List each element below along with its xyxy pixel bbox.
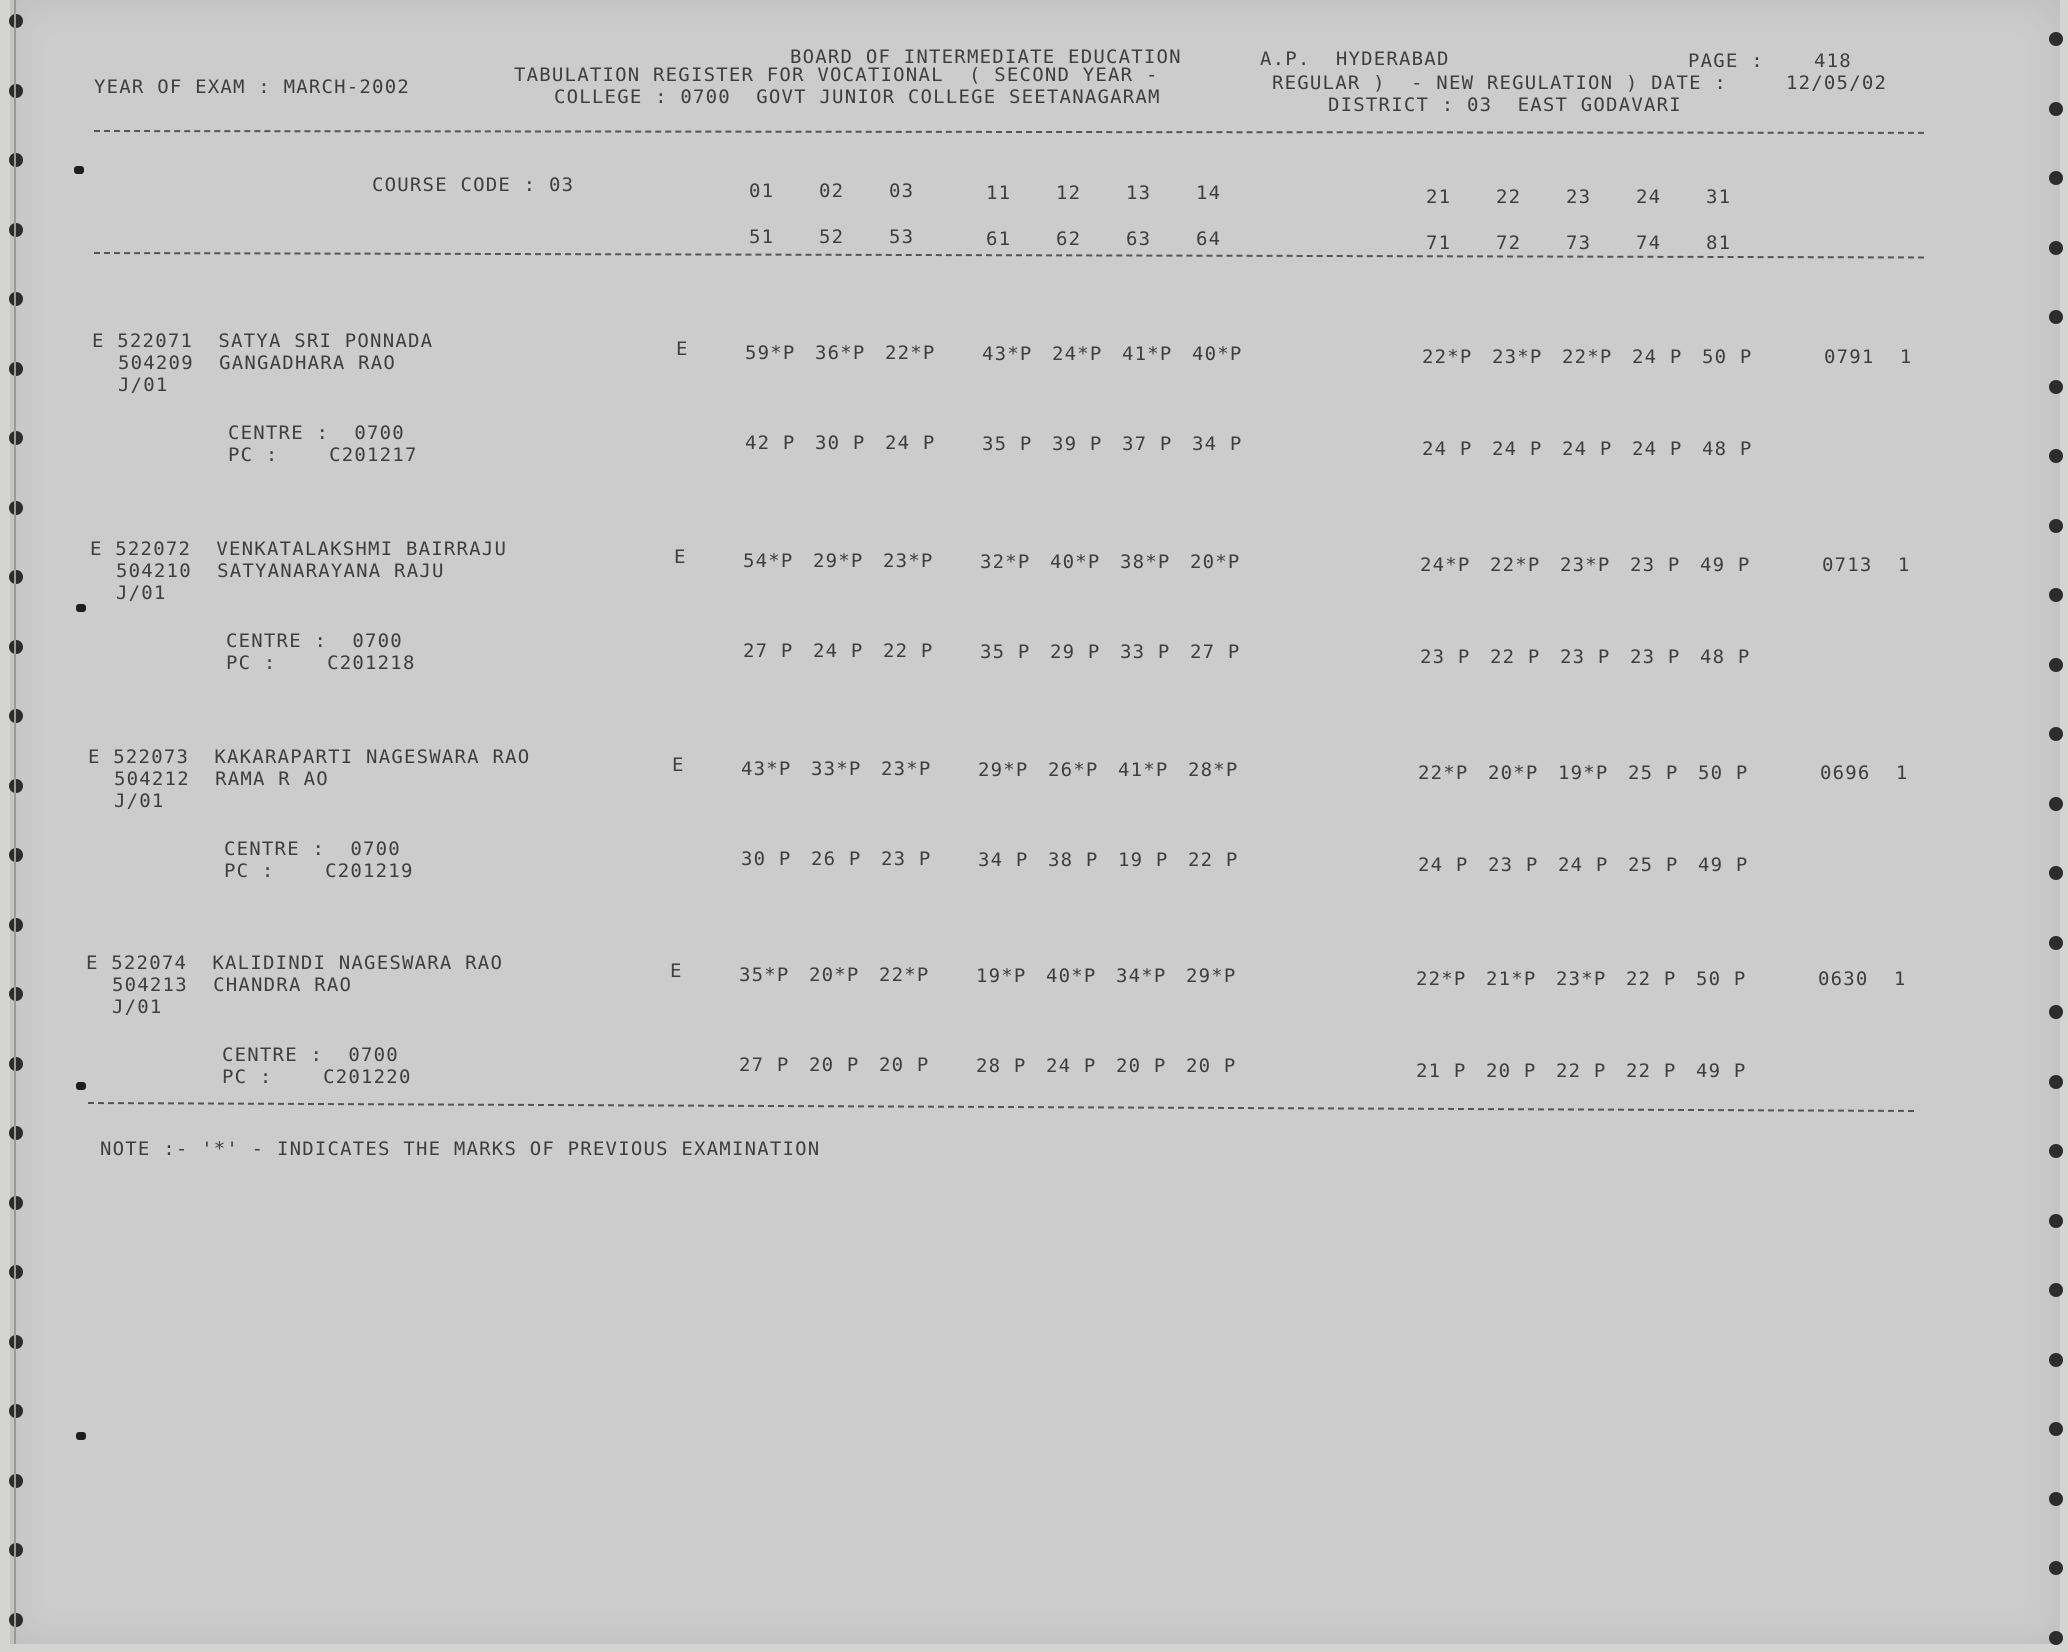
mark-cell: 49 P bbox=[1700, 554, 1751, 576]
course-code-header: 14 bbox=[1196, 182, 1222, 204]
mark-cell: 48 P bbox=[1700, 646, 1751, 668]
student-id-name: E 522073 KAKARAPARTI NAGESWARA RAO bbox=[88, 746, 531, 768]
tractor-hole bbox=[2049, 866, 2063, 880]
student-centre: CENTRE : 0700 bbox=[224, 838, 401, 860]
mark-cell: 24 P bbox=[1418, 854, 1469, 876]
mark-cell: 34 P bbox=[978, 849, 1029, 871]
tractor-hole bbox=[2049, 658, 2063, 672]
course-code-header: 22 bbox=[1496, 186, 1522, 208]
mark-cell: 49 P bbox=[1696, 1060, 1747, 1082]
tractor-hole bbox=[9, 779, 23, 793]
tractor-hole bbox=[9, 640, 23, 654]
tractor-hole bbox=[9, 501, 23, 515]
mark-cell: 23*P bbox=[1556, 968, 1607, 990]
tractor-hole bbox=[2049, 519, 2063, 533]
tabulation-sheet bbox=[10, 0, 2060, 1644]
tractor-hole bbox=[9, 1474, 23, 1488]
mark-cell: 34 P bbox=[1192, 433, 1243, 455]
mark-cell: 34*P bbox=[1116, 965, 1167, 987]
mark-cell: 40*P bbox=[1050, 551, 1101, 573]
student-pc: PC : C201217 bbox=[228, 444, 418, 466]
mark-cell: 38*P bbox=[1120, 551, 1171, 573]
mark-cell: 19*P bbox=[976, 965, 1027, 987]
ink-smudge bbox=[76, 1082, 86, 1090]
mark-cell: 24 P bbox=[1492, 438, 1543, 460]
tractor-hole bbox=[2049, 1561, 2063, 1575]
course-code-header: 63 bbox=[1126, 228, 1152, 250]
mark-cell: 19*P bbox=[1558, 762, 1609, 784]
mark-cell: 41*P bbox=[1118, 759, 1169, 781]
regulation-info: REGULAR ) - NEW REGULATION ) DATE : bbox=[1272, 72, 1728, 94]
tractor-hole bbox=[9, 1196, 23, 1210]
college-info: COLLEGE : 0700 GOVT JUNIOR COLLEGE SEETANAGARAM bbox=[554, 86, 1161, 108]
student-reg-parent: 504213 CHANDRA RAO bbox=[112, 974, 353, 996]
mark-cell: 19 P bbox=[1118, 849, 1169, 871]
tractor-hole bbox=[2049, 1144, 2063, 1158]
mark-cell: 22 P bbox=[1626, 1060, 1677, 1082]
course-code-label: COURSE CODE : 03 bbox=[372, 174, 575, 196]
mark-cell: 22*P bbox=[1416, 968, 1467, 990]
course-code-header: 81 bbox=[1706, 232, 1732, 254]
mark-cell: 22*P bbox=[1418, 762, 1469, 784]
mark-cell: 49 P bbox=[1698, 854, 1749, 876]
mark-cell: 24*P bbox=[1420, 554, 1471, 576]
tractor-hole bbox=[9, 1057, 23, 1071]
mark-cell: 29*P bbox=[978, 759, 1029, 781]
student-group: J/01 bbox=[114, 790, 165, 812]
mark-cell: 40*P bbox=[1046, 965, 1097, 987]
mark-cell: 23*P bbox=[1492, 346, 1543, 368]
mark-cell: 29*P bbox=[1186, 965, 1237, 987]
course-code-header: 53 bbox=[889, 226, 915, 248]
tractor-hole bbox=[2049, 32, 2063, 46]
ink-smudge bbox=[76, 1432, 86, 1440]
mark-cell: 22*P bbox=[1490, 554, 1541, 576]
mark-cell: 33 P bbox=[1120, 641, 1171, 663]
mark-cell: 39 P bbox=[1052, 433, 1103, 455]
mark-cell: 27 P bbox=[743, 640, 794, 662]
mark-cell: 30 P bbox=[815, 432, 866, 454]
mark-cell: 20 P bbox=[809, 1054, 860, 1076]
mark-cell: 24 P bbox=[885, 432, 936, 454]
mark-cell: 24 P bbox=[813, 640, 864, 662]
mark-cell: 24 P bbox=[1632, 346, 1683, 368]
tractor-hole bbox=[2049, 310, 2063, 324]
tractor-hole bbox=[9, 709, 23, 723]
tractor-hole bbox=[2049, 1214, 2063, 1228]
tractor-hole bbox=[2049, 171, 2063, 185]
course-code-header: 51 bbox=[749, 226, 775, 248]
student-total: 0696 1 bbox=[1820, 762, 1909, 784]
student-reg-parent: 504210 SATYANARAYANA RAJU bbox=[116, 560, 445, 582]
tractor-hole bbox=[2049, 1283, 2063, 1297]
course-code-header: 13 bbox=[1126, 182, 1152, 204]
page-number: 418 bbox=[1814, 50, 1852, 72]
mark-cell: 20 P bbox=[1116, 1055, 1167, 1077]
tractor-hole bbox=[2049, 1631, 2063, 1645]
tractor-hole bbox=[9, 431, 23, 445]
tractor-hole bbox=[2049, 1075, 2063, 1089]
mark-cell: 23*P bbox=[881, 758, 932, 780]
tractor-hole bbox=[9, 848, 23, 862]
mark-cell: 23 P bbox=[1560, 646, 1611, 668]
tractor-hole bbox=[2049, 449, 2063, 463]
mark-cell: 43*P bbox=[982, 343, 1033, 365]
student-medium: E bbox=[670, 960, 683, 982]
tractor-hole bbox=[9, 84, 23, 98]
mark-cell: 26*P bbox=[1048, 759, 1099, 781]
mark-cell: 20*P bbox=[809, 964, 860, 986]
mark-cell: 28*P bbox=[1188, 759, 1239, 781]
mark-cell: 24 P bbox=[1046, 1055, 1097, 1077]
ink-smudge bbox=[76, 604, 86, 612]
register-title: TABULATION REGISTER FOR VOCATIONAL ( SECOND YEAR - bbox=[514, 64, 1159, 86]
course-code-header: 12 bbox=[1056, 182, 1082, 204]
mark-cell: 23 P bbox=[1630, 554, 1681, 576]
mark-cell: 41*P bbox=[1122, 343, 1173, 365]
tractor-hole bbox=[2049, 380, 2063, 394]
course-code-header: 02 bbox=[819, 180, 845, 202]
mark-cell: 29*P bbox=[813, 550, 864, 572]
tractor-hole bbox=[2049, 1005, 2063, 1019]
tractor-hole bbox=[2049, 1422, 2063, 1436]
left-tractor-holes bbox=[4, 0, 28, 1644]
mark-cell: 32*P bbox=[980, 551, 1031, 573]
tractor-hole bbox=[9, 14, 23, 28]
mark-cell: 40*P bbox=[1192, 343, 1243, 365]
mark-cell: 20*P bbox=[1488, 762, 1539, 784]
student-reg-parent: 504209 GANGADHARA RAO bbox=[118, 352, 397, 374]
student-centre: CENTRE : 0700 bbox=[222, 1044, 399, 1066]
district-info: DISTRICT : 03 EAST GODAVARI bbox=[1328, 94, 1682, 116]
mark-cell: 21*P bbox=[1486, 968, 1537, 990]
mark-cell: 23*P bbox=[883, 550, 934, 572]
mark-cell: 22 P bbox=[883, 640, 934, 662]
tractor-hole bbox=[9, 1543, 23, 1557]
mark-cell: 23 P bbox=[1630, 646, 1681, 668]
mark-cell: 23 P bbox=[1488, 854, 1539, 876]
course-code-header: 24 bbox=[1636, 186, 1662, 208]
mark-cell: 22*P bbox=[885, 342, 936, 364]
course-code-header: 52 bbox=[819, 226, 845, 248]
student-group: J/01 bbox=[118, 374, 169, 396]
tractor-hole bbox=[2049, 588, 2063, 602]
tractor-hole bbox=[9, 918, 23, 932]
tractor-hole bbox=[2049, 1353, 2063, 1367]
mark-cell: 20*P bbox=[1190, 551, 1241, 573]
mark-cell: 24 P bbox=[1422, 438, 1473, 460]
mark-cell: 22*P bbox=[1422, 346, 1473, 368]
mark-cell: 27 P bbox=[1190, 641, 1241, 663]
tractor-hole bbox=[9, 1126, 23, 1140]
tractor-hole bbox=[9, 1265, 23, 1279]
tractor-hole bbox=[2049, 727, 2063, 741]
tractor-hole bbox=[2049, 1492, 2063, 1506]
mark-cell: 54*P bbox=[743, 550, 794, 572]
tractor-hole bbox=[9, 570, 23, 584]
mark-cell: 22*P bbox=[879, 964, 930, 986]
mark-cell: 28 P bbox=[976, 1055, 1027, 1077]
mark-cell: 22*P bbox=[1562, 346, 1613, 368]
tractor-hole bbox=[9, 1613, 23, 1627]
mark-cell: 43*P bbox=[741, 758, 792, 780]
mark-cell: 48 P bbox=[1702, 438, 1753, 460]
page-label: PAGE : bbox=[1688, 50, 1764, 72]
mark-cell: 50 P bbox=[1702, 346, 1753, 368]
mark-cell: 22 P bbox=[1556, 1060, 1607, 1082]
mark-cell: 24 P bbox=[1558, 854, 1609, 876]
board-location: A.P. HYDERABAD bbox=[1260, 48, 1450, 70]
student-total: 0630 1 bbox=[1818, 968, 1907, 990]
mark-cell: 20 P bbox=[879, 1054, 930, 1076]
student-reg-parent: 504212 RAMA R AO bbox=[114, 768, 329, 790]
course-code-header: 62 bbox=[1056, 228, 1082, 250]
tractor-hole bbox=[9, 292, 23, 306]
student-total: 0791 1 bbox=[1824, 346, 1913, 368]
mark-cell: 23 P bbox=[1420, 646, 1471, 668]
mark-cell: 33*P bbox=[811, 758, 862, 780]
tractor-hole bbox=[9, 153, 23, 167]
mark-cell: 50 P bbox=[1696, 968, 1747, 990]
student-group: J/01 bbox=[116, 582, 167, 604]
student-id-name: E 522074 KALIDINDI NAGESWARA RAO bbox=[86, 952, 504, 974]
mark-cell: 35 P bbox=[982, 433, 1033, 455]
student-centre: CENTRE : 0700 bbox=[228, 422, 405, 444]
mark-cell: 24*P bbox=[1052, 343, 1103, 365]
course-code-header: 64 bbox=[1196, 228, 1222, 250]
student-medium: E bbox=[674, 546, 687, 568]
student-id-name: E 522072 VENKATALAKSHMI BAIRRAJU bbox=[90, 538, 508, 560]
note-text: NOTE :- '*' - INDICATES THE MARKS OF PREVIOUS EXAMINATION bbox=[100, 1138, 821, 1160]
course-code-header: 72 bbox=[1496, 232, 1522, 254]
mark-cell: 50 P bbox=[1698, 762, 1749, 784]
year-of-exam: YEAR OF EXAM : MARCH-2002 bbox=[94, 76, 410, 98]
mark-cell: 22 P bbox=[1490, 646, 1541, 668]
tractor-hole bbox=[9, 1404, 23, 1418]
mark-cell: 38 P bbox=[1048, 849, 1099, 871]
mark-cell: 20 P bbox=[1186, 1055, 1237, 1077]
mark-cell: 22 P bbox=[1188, 849, 1239, 871]
mark-cell: 35 P bbox=[980, 641, 1031, 663]
mark-cell: 23*P bbox=[1560, 554, 1611, 576]
print-date: 12/05/02 bbox=[1786, 72, 1888, 94]
tractor-hole bbox=[2049, 936, 2063, 950]
mark-cell: 24 P bbox=[1632, 438, 1683, 460]
course-code-header: 01 bbox=[749, 180, 775, 202]
mark-cell: 24 P bbox=[1562, 438, 1613, 460]
board-title: BOARD OF INTERMEDIATE EDUCATION bbox=[790, 46, 1182, 68]
mark-cell: 30 P bbox=[741, 848, 792, 870]
student-medium: E bbox=[672, 754, 685, 776]
right-tractor-holes bbox=[2044, 0, 2068, 1644]
student-group: J/01 bbox=[112, 996, 163, 1018]
student-total: 0713 1 bbox=[1822, 554, 1911, 576]
course-code-header: 03 bbox=[889, 180, 915, 202]
student-medium: E bbox=[676, 338, 689, 360]
course-code-header: 11 bbox=[986, 182, 1012, 204]
mark-cell: 22 P bbox=[1626, 968, 1677, 990]
course-code-header: 71 bbox=[1426, 232, 1452, 254]
mark-cell: 20 P bbox=[1486, 1060, 1537, 1082]
tractor-hole bbox=[2049, 797, 2063, 811]
student-pc: PC : C201218 bbox=[226, 652, 416, 674]
mark-cell: 25 P bbox=[1628, 762, 1679, 784]
student-pc: PC : C201220 bbox=[222, 1066, 412, 1088]
mark-cell: 42 P bbox=[745, 432, 796, 454]
mark-cell: 23 P bbox=[881, 848, 932, 870]
tractor-hole bbox=[2049, 102, 2063, 116]
mark-cell: 35*P bbox=[739, 964, 790, 986]
ink-smudge bbox=[74, 166, 84, 174]
mark-cell: 29 P bbox=[1050, 641, 1101, 663]
tractor-hole bbox=[2049, 241, 2063, 255]
student-pc: PC : C201219 bbox=[224, 860, 414, 882]
mark-cell: 26 P bbox=[811, 848, 862, 870]
student-centre: CENTRE : 0700 bbox=[226, 630, 403, 652]
tractor-hole bbox=[9, 987, 23, 1001]
course-code-header: 31 bbox=[1706, 186, 1732, 208]
tractor-hole bbox=[9, 362, 23, 376]
course-code-header: 21 bbox=[1426, 186, 1452, 208]
course-code-header: 73 bbox=[1566, 232, 1592, 254]
mark-cell: 21 P bbox=[1416, 1060, 1467, 1082]
tractor-hole bbox=[9, 223, 23, 237]
course-code-header: 74 bbox=[1636, 232, 1662, 254]
tractor-hole bbox=[9, 1335, 23, 1349]
student-id-name: E 522071 SATYA SRI PONNADA bbox=[92, 330, 434, 352]
course-code-header: 23 bbox=[1566, 186, 1592, 208]
mark-cell: 37 P bbox=[1122, 433, 1173, 455]
mark-cell: 27 P bbox=[739, 1054, 790, 1076]
mark-cell: 36*P bbox=[815, 342, 866, 364]
mark-cell: 25 P bbox=[1628, 854, 1679, 876]
course-code-header: 61 bbox=[986, 228, 1012, 250]
mark-cell: 59*P bbox=[745, 342, 796, 364]
